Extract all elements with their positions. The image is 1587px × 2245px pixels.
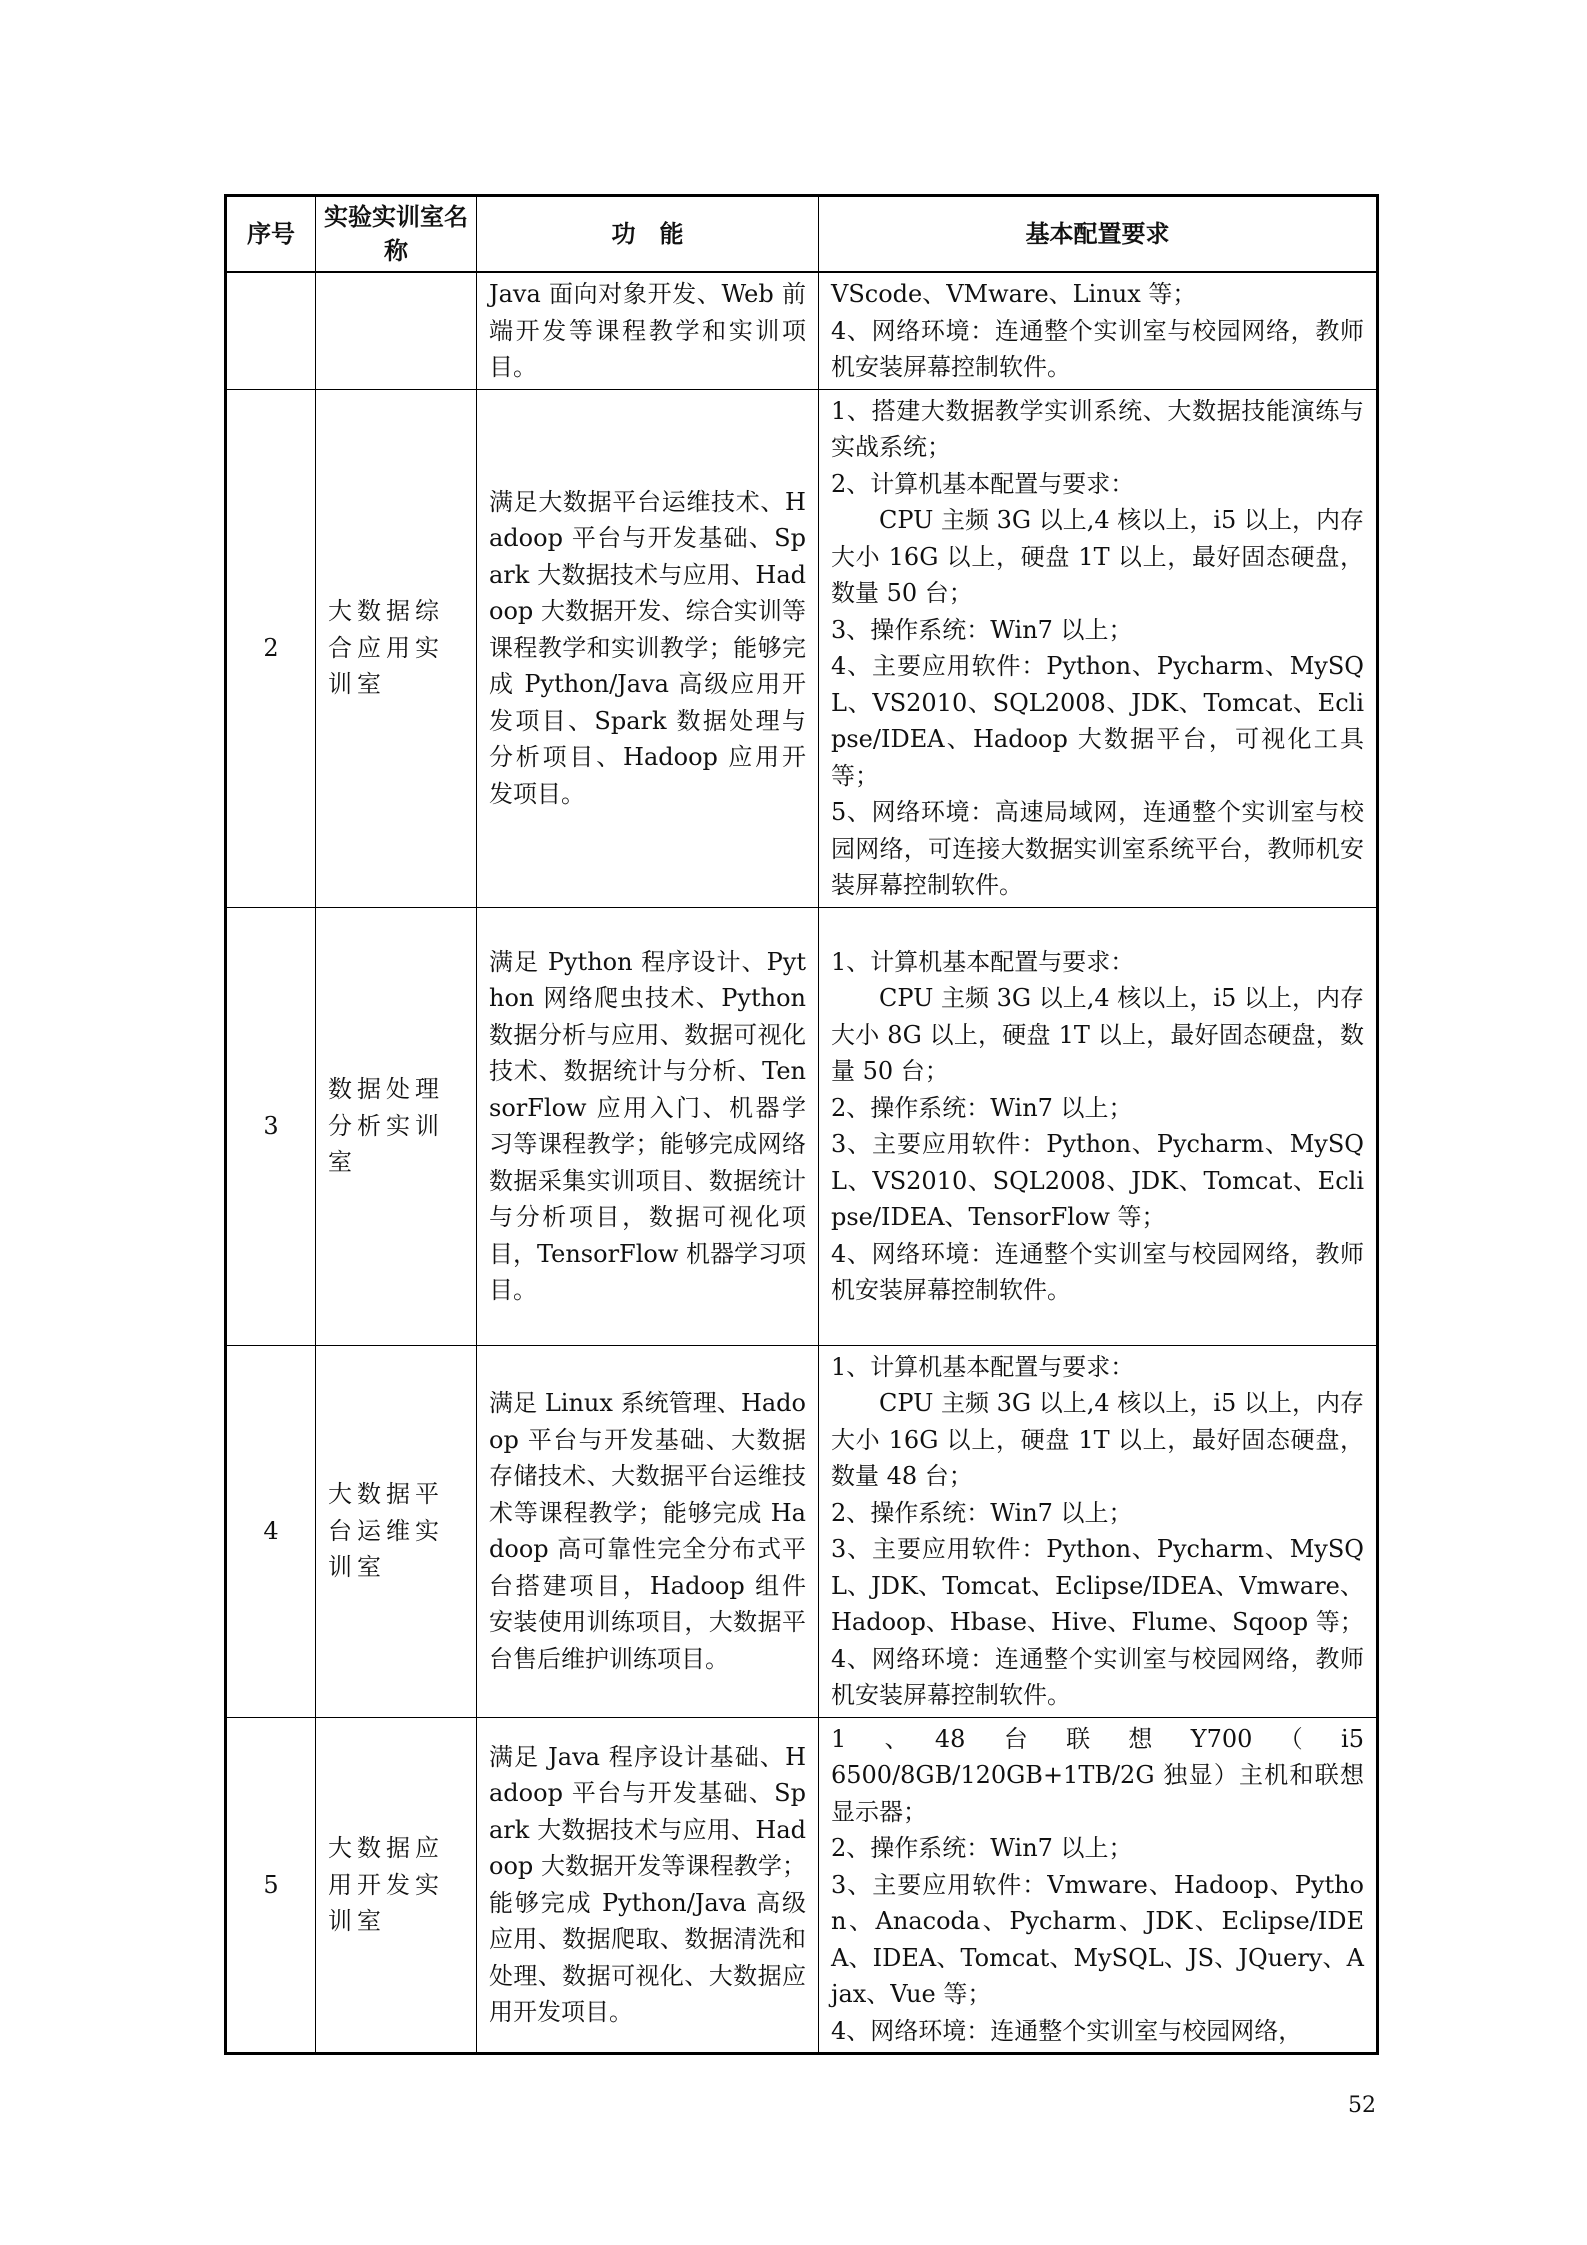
header-no: 序号 xyxy=(226,196,316,273)
row-config xyxy=(819,272,1378,389)
table-row xyxy=(226,389,1378,907)
table-row xyxy=(226,907,1378,1345)
row-config xyxy=(819,389,1378,907)
row-config xyxy=(819,1717,1378,2054)
config-line: 2、计算机基本配置与要求： xyxy=(831,469,1135,498)
row-no: 3 xyxy=(226,907,316,1345)
row-function: 满足 Java 程序设计基础、Hadoop 平台与开发基础、Spark 大数据技术与应用、Hadoop 大数据开发等课程教学；能够完成 Python/Java 高级应用、数据爬取、数据清洗和处理、数据可视化、大数据应用开发项目。 xyxy=(477,1717,819,2054)
row-name: 大数据综合应用实训室 xyxy=(316,389,477,907)
table-header-row xyxy=(226,196,1378,273)
row-no xyxy=(226,272,316,389)
header-function: 功 能 xyxy=(477,196,819,273)
table-row xyxy=(226,1717,1378,2054)
config-line: 2、操作系统：Win7 以上； xyxy=(831,1498,1133,1527)
config-line: 1、计算机基本配置与要求： xyxy=(831,1352,1135,1381)
row-name: 大数据应用开发实训室 xyxy=(316,1717,477,2054)
header-name: 实验实训室名称 xyxy=(316,196,477,273)
page-number: 52 xyxy=(1348,2093,1376,2118)
config-line: 4、网络环境：连通整个实训室与校园网络，教师机安装屏幕控制软件。 xyxy=(831,316,1364,381)
lab-config-table xyxy=(224,194,1379,2055)
config-line: 1、搭建大数据教学实训系统、大数据技能演练与实战系统； xyxy=(831,396,1364,461)
config-line: 5、网络环境：高速局域网，连通整个实训室与校园网络，可连接大数据实训室系统平台，教师机安装屏幕控制软件。 xyxy=(831,798,1364,899)
row-function: 满足 Linux 系统管理、Hadoop 平台与开发基础、大数据存储技术、大数据平台运维技术等课程教学；能够完成 Hadoop 高可靠性完全分布式平台搭建项目，Hadoop 组件安装使用训练项目，大数据平台售后维护训练项目。 xyxy=(477,1345,819,1717)
config-line: 4、网络环境：连通整个实训室与校园网络，教师机安装屏幕控制软件。 xyxy=(831,1644,1364,1709)
row-function: Java 面向对象开发、Web 前端开发等课程教学和实训项目。 xyxy=(477,272,819,389)
config-line: 3、主要应用软件：Vmware、Hadoop、Python、Anacoda、Pycharm、JDK、Eclipse/IDEA、IDEA、Tomcat、MySQL、JS、JQuery、Ajax、Vue 等； xyxy=(831,1870,1364,2008)
config-line: 3、操作系统：Win7 以上； xyxy=(831,615,1133,644)
row-no: 2 xyxy=(226,389,316,907)
config-line: VScode、VMware、Linux 等； xyxy=(831,280,1197,308)
config-line: 3、主要应用软件：Python、Pycharm、MySQL、VS2010、SQL2008、JDK、Tomcat、Eclipse/IDEA、TensorFlow 等； xyxy=(831,1130,1364,1231)
config-line: CPU 主频 3G 以上,4 核以上，i5 以上，内存大小 8G 以上，硬盘 1T 以上，最好固态硬盘，数量 50 台； xyxy=(831,984,1364,1085)
table-row xyxy=(226,1345,1378,1717)
config-line: CPU 主频 3G 以上,4 核以上，i5 以上，内存大小 16G 以上，硬盘 1T 以上，最好固态硬盘，数量 48 台； xyxy=(831,1389,1364,1490)
config-line: 1 、 48 台 联 想 Y700 （ i5 xyxy=(831,1724,1364,1753)
row-function: 满足 Python 程序设计、Python 网络爬虫技术、Python 数据分析与应用、数据可视化技术、数据统计与分析、TensorFlow 应用入门、机器学习等课程教学；能够完成网络数据采集实训项目、数据统计与分析项目，数据可视化项目，TensorFlow 机器学习项目。 xyxy=(477,907,819,1345)
row-function: 满足大数据平台运维技术、Hadoop 平台与开发基础、Spark 大数据技术与应用、Hadoop 大数据开发、综合实训等课程教学和实训教学；能够完成 Python/Java 高级应用开发项目、Spark 数据处理与分析项目、Hadoop 应用开发项目。 xyxy=(477,389,819,907)
row-name: 数据处理分析实训室 xyxy=(316,907,477,1345)
header-config: 基本配置要求 xyxy=(819,196,1378,273)
row-name xyxy=(316,272,477,389)
config-line: 4、网络环境：连通整个实训室与校园网络，教师机安装屏幕控制软件。 xyxy=(831,1239,1364,1304)
row-no: 5 xyxy=(226,1717,316,2054)
config-line: 2、操作系统：Win7 以上； xyxy=(831,1093,1133,1122)
config-line: 2、操作系统：Win7 以上； xyxy=(831,1834,1133,1862)
config-line: 4、网络环境：连通整个实训室与校园网络， xyxy=(831,2016,1303,2045)
row-name: 大数据平台运维实训室 xyxy=(316,1345,477,1717)
row-no: 4 xyxy=(226,1345,316,1717)
table-row xyxy=(226,272,1378,389)
row-config xyxy=(819,907,1378,1345)
config-line: CPU 主频 3G 以上,4 核以上，i5 以上，内存大小 16G 以上，硬盘 1T 以上，最好固态硬盘，数量 50 台； xyxy=(831,506,1364,607)
config-line: 4、主要应用软件：Python、Pycharm、MySQL、VS2010、SQL2008、JDK、Tomcat、Eclipse/IDEA、Hadoop 大数据平台，可视化工具等； xyxy=(831,652,1364,790)
config-line: 3、主要应用软件：Python、Pycharm、MySQL、JDK、Tomcat、Eclipse/IDEA、Vmware、Hadoop、Hbase、Hive、Flume、Sqoop 等； xyxy=(831,1535,1364,1636)
config-line: 1、计算机基本配置与要求： xyxy=(831,947,1135,976)
row-config xyxy=(819,1345,1378,1717)
config-line: 6500/8GB/120GB+1TB/2G 独显）主机和联想显示器； xyxy=(831,1761,1364,1826)
